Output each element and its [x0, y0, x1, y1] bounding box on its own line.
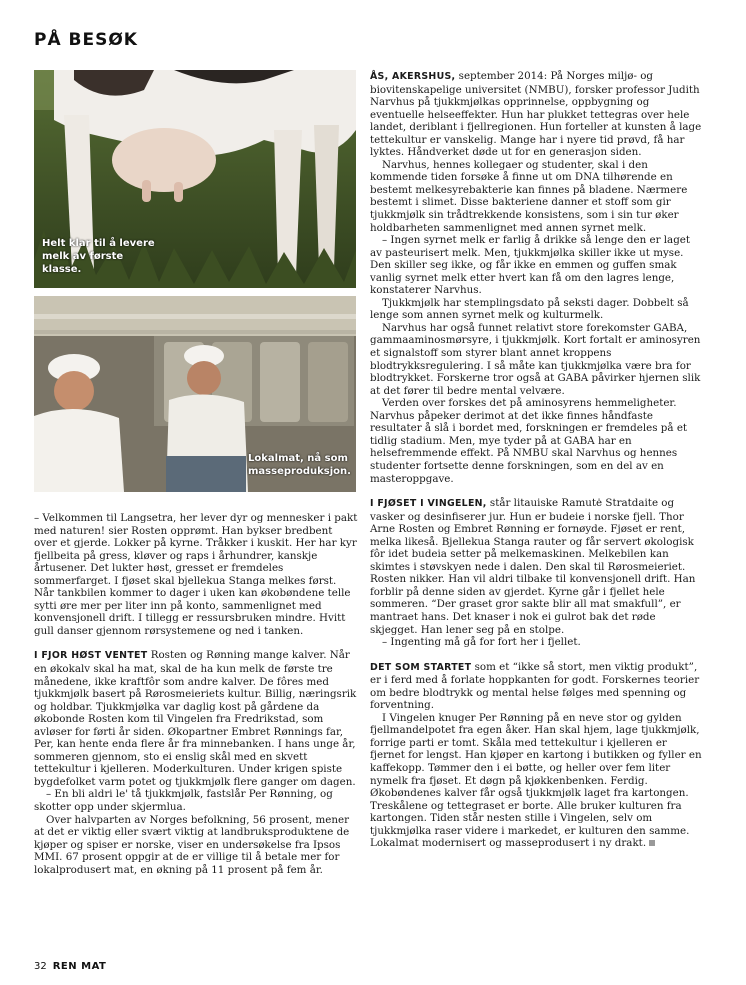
right-paragraph-1-body: september 2014: På Norges miljø- og biovitenskapelige universitet (NMBU), forsker professor Judith Narvhus på tjukkmjølkas opprinnelse, oppbygning og eventuelle helseeffekter. Hun har plukket tettegras over hele landet, deriblant i fjellregionen. Hun forteller at kunsten å lage tettekultur er vanskelig. Mange har i nyere tid prøvd, få har lyktes. Håndverket døde ut for en generasjon siden.: [370, 70, 702, 159]
right-paragraph-1: [370, 70, 704, 159]
left-text-column: [34, 512, 358, 876]
left-paragraph-3: – En bli aldri le' tå tjukkmjølk, fastslår Per Rønning, og skotter opp under skjermlua.: [34, 788, 333, 814]
right-paragraph-9-body: som et “ikke så stort, men viktig produkt”, er i ferd med å forlate hoppkanten for godt. Forskernes teorier om bedre blodtrykk og mental helse følges med spenning og forventning.: [370, 660, 700, 712]
lead-in-fjoset: I FJØSET I VINGELEN,: [370, 498, 487, 510]
end-of-article-mark: [649, 840, 655, 846]
left-paragraph-2: [34, 649, 358, 788]
lead-in-det-som-startet: DET SOM STARTET: [370, 661, 472, 673]
dairy-photo: [34, 296, 356, 492]
cow-photo: [34, 70, 356, 288]
page-number: 32: [34, 961, 47, 972]
right-paragraph-8: – Ingenting må gå for fort her i fjellet.: [382, 636, 581, 649]
dateline: ÅS, AKERSHUS,: [370, 71, 456, 82]
right-paragraph-6: Verden over forskes det på aminosyrens hemmeligheter. Narvhus påpeker derimot at det ikke finnes håndfaste resultater å slå i bordet med, forskningen er fremdeles på et tidlig stadium. Men, mye tyder på at GABA har en helsefremmende effekt. På NMBU skal Narvhus og hennes studenter fortsette denne forskningen, som en del av en masteroppgave.: [370, 397, 688, 485]
left-paragraph-1: – Velkommen til Langsetra, her lever dyr og mennesker i pakt med naturen! sier Rosten opprømt. Han bykser bredbent over et gjerde. Lokker på kyrne. Tråkker i kuskit. Her har kyr fjellbeita på gress, kløver og raps i århundrer, kanskje årtusener. Det lukter høst, gresset er fremdeles sommerfarget. I fjøset skal bjellekua Stanga melkes først. Når tankbilen kommer to dager i uken kan økobøndene telle sytti øre mer per liter inn på konto, sammenlignet med konvensjonell drift. I tillegg er ressursbruken mindre. Hvitt gull danser gjennom rørsystemene og ned i tanken.: [34, 512, 358, 637]
dairy-photo-caption: Lokalmat, nå som masseproduksjon.: [248, 453, 351, 477]
lead-in-fjor-host: I FJOR HØST VENTET: [34, 650, 148, 662]
magazine-name: REN MAT: [52, 961, 107, 972]
right-paragraph-7-body: står litauiske Ramutė Stratdaite og vasker og desinfiserer jur. Hun er budeie i norske fjell. Thor Arne Rosten og Embret Rønning er fornøyde. Fjøset er rent, melka likeså. Bjellekua Stanga rauter og får servert økologisk fôr idet budeia setter på melkemaskinen. Melkebilen kan skimtes i støvskyen nede i dalen. Den skal til Rørosmeieriet. Rosten nikker. Han vil aldri tilbake til konvensjonell drift. Han forblir på denne siden av gjerdet. Kyrne går i fjellet hele sommeren. “Der graset gror sakte blir all mat smakfull”, er mantraet hans. Det knaser i nok ei gulrot bak det røde skjegget. Han lener seg på en stolpe.: [370, 497, 696, 636]
cow-photo-caption: Helt klar til å levere melk av første klasse.: [42, 238, 155, 275]
right-paragraph-9: [370, 661, 704, 712]
right-paragraph-2: Narvhus, hennes kollegaer og studenter, skal i den kommende tiden forsøke å finne ut om DNA tilhørende en bestemt melkesyrebakterie kan finnes på bladene. Nærmere bestemt i slimet. Disse bakteriene danner et stoff som gir tjukkmjølk sin trådtrekkende konsistens, som i sin tur øker holdbarheten sammenlignet med annen syrnet melk.: [370, 158, 688, 234]
right-paragraph-5: Narvhus har også funnet relativt store forekomster GABA, gammaaminosmørsyre, i tjukkmjølk. Kort fortalt er aminosyren et signalstoff som styrer blant annet kroppens blodtrykksregulering. I så måte kan tjukkmjølka være bra for blodtrykket. Forskerne tror også at GABA påvirker hjernen slik at det fører til bedre mental velvære.: [370, 321, 701, 397]
right-paragraph-10-body: I Vingelen knuger Per Rønning på en neve stor og gylden fjellmandelpotet fra egen åker. Han skal hjem, lage tjukkmjølk, forrige parti er tomt. Skåla med tettekultur i kjelleren er fjernet for lengst. Han kjøper en kartong i butikken og fyller en kaffekopp. Tømmer den i ei bøtte, og heller over fem liter nymelk fra fjøset. Et døgn på kjøkkenbenken. Ferdig. Økobøndenes kalver får også tjukkmjølk laget fra kartongen. Treskålene og tettegraset er borte. Alle bruker kulturen fra kartongen. Tiden står nesten stille i Vingelen, selv om tjukkmjølka raser videre i markedet, er kulturen den samme. Lokalmat modernisert og masseprodusert i ny drakt.: [370, 711, 702, 850]
right-paragraph-3: – Ingen syrnet melk er farlig å drikke så lenge den er laget av pasteurisert melk. Men, tjukkmjølka skiller ikke ut myse. Den skiller seg ikke, og får ikke en emmen og guffen smak vanlig syrnet melk etter hvert kan få om den lagres lenge, konstaterer Narvhus.: [370, 234, 691, 297]
left-paragraph-2-body: Rosten og Rønning mange kalver. Når en økokalv skal ha mat, skal de ha kun melk de første tre månedene, ikke kraftfôr som andre kalver. De fôres med tjukkmjølk basert på Rørosmeieriets kultur. Billig, næringsrik og holdbar. Tjukkmjølka var daglig kost på gårdene da økobonde Rosten kom til Vingelen fra Fredrikstad, som avløser for førti år siden. Økopartner Embret Rønnings far, Per, kan hente enda flere år fra minnebanken. I hans unge år, sommeren gjennom, sto ei enslig skål med en skvett tettekultur i kjelleren. Moderkulturen. Under krigen spiste bygdefolket varm potet og tjukkmjølk flere ganger om dagen.: [34, 649, 357, 788]
page-footer: [34, 961, 106, 972]
section-label: PÅ BESØK: [34, 30, 138, 50]
right-paragraph-7: [370, 497, 704, 636]
right-paragraph-10: [370, 712, 704, 850]
right-paragraph-4: Tjukkmjølk har stemplingsdato på seksti dager. Dobbelt så lenge som annen syrnet melk og kulturmelk.: [370, 296, 689, 322]
right-text-column: [370, 70, 704, 850]
left-paragraph-4: Over halvparten av Norges befolkning, 56 prosent, mener at det er viktig eller svært viktig at landbruksproduktene de kjøper og spiser er norske, viser en undersøkelse fra Ipsos MMI. 67 prosent oppgir at de er villige til å betale mer for lokalprodusert mat, en økning på 11 prosent på fem år.: [34, 813, 350, 876]
